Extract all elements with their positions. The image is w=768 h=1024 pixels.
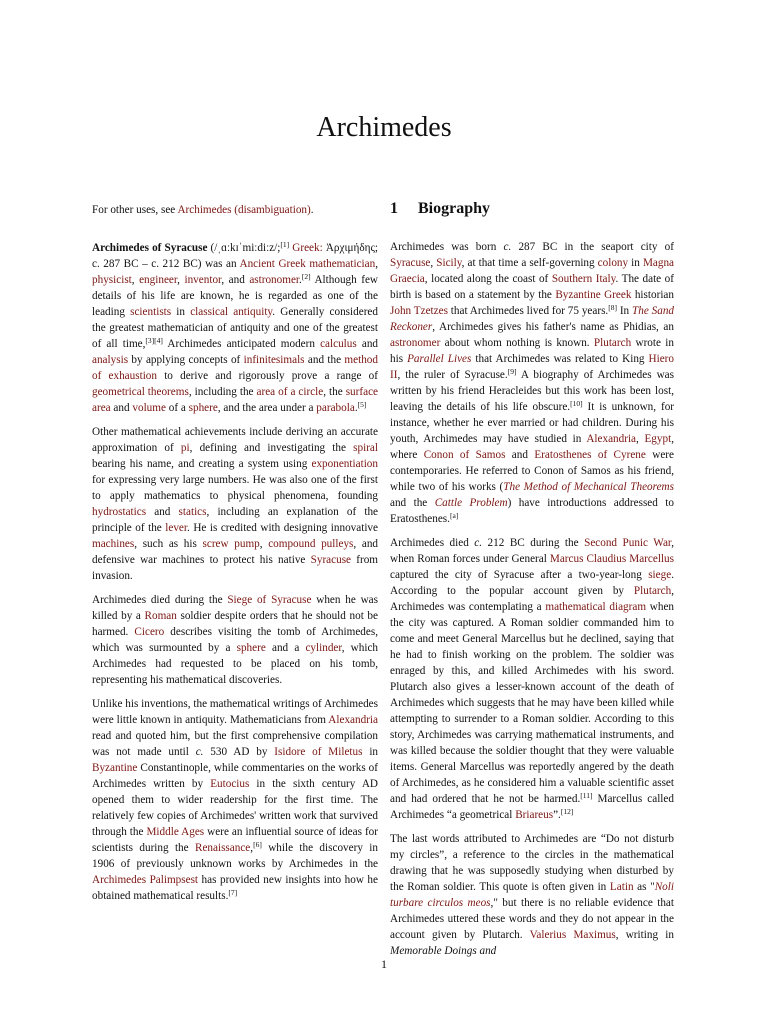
text-run: , — [430, 257, 437, 269]
text-run: , — [259, 538, 269, 550]
citation-ref[interactable]: [6] — [253, 840, 262, 849]
wiki-link[interactable]: Roman — [144, 610, 177, 622]
wiki-link[interactable]: machines — [92, 538, 135, 550]
text-run: describes visiting the tomb of Archimedes, which was surmounted by a — [92, 626, 378, 654]
text-run: , when Roman forces under General — [390, 537, 674, 565]
wiki-link[interactable]: Latin — [609, 881, 634, 893]
intro-paragraph — [92, 240, 378, 416]
text-run: to derive and rigorously prove a range of — [157, 370, 378, 382]
text-run: ," but there is no reliable evidence that Archimedes uttered these words and they do not appear in the account given by Plutarch. — [390, 897, 674, 941]
wiki-link[interactable]: colony — [597, 257, 629, 269]
text-run: Ἀρχιμήδης; c. 287 BC – c. 212 BC) was an — [92, 242, 379, 270]
wiki-link[interactable]: Greek: — [292, 242, 323, 254]
wiki-link[interactable]: Renaissance — [194, 842, 251, 854]
wiki-link[interactable]: Archimedes (disambiguation) — [177, 204, 311, 216]
wiki-link[interactable]: Byzantine Greek — [555, 289, 632, 301]
text-run: , and the area under a — [217, 402, 317, 414]
wiki-link[interactable]: Siege of Syracuse — [227, 594, 312, 606]
text-run: , located along the coast of — [424, 273, 552, 285]
citation-ref[interactable]: [1] — [280, 240, 290, 249]
italic-text: c. — [474, 537, 483, 549]
wiki-link[interactable]: Southern Italy — [551, 273, 616, 285]
text-run: 530 AD by — [203, 746, 275, 758]
text-run: . Generally considered the greatest mathematician of antiquity and one of the greatest of all time, — [92, 306, 378, 350]
hatnote — [92, 202, 378, 218]
wiki-link[interactable]: exponentiation — [311, 458, 378, 470]
citation-ref[interactable]: [12] — [560, 807, 574, 816]
text-run: It is unknown, for instance, whether he ever married or had children. During his youth, Archimedes may have studied in — [390, 401, 675, 445]
wiki-link[interactable]: siege — [648, 569, 672, 581]
text-run: historian — [631, 289, 674, 301]
text-run: , — [250, 842, 254, 854]
wiki-link[interactable]: sphere — [188, 402, 218, 414]
wiki-link[interactable]: Hiero II — [390, 353, 674, 381]
wiki-link[interactable]: mathematician — [309, 258, 376, 270]
citation-ref[interactable]: [11] — [580, 791, 593, 800]
wiki-link[interactable]: cylinder — [305, 642, 342, 654]
text-run: has provided new insights into how he obtained mathematical results. — [92, 874, 378, 902]
text-run: in the sixth century AD opened them to wider readership for the first time. The relatively few copies of Archimedes' written work that survived through the — [92, 778, 378, 838]
wiki-link[interactable]: area of a circle — [256, 386, 324, 398]
biography-paragraph — [390, 239, 674, 527]
citation-ref[interactable]: [2] — [301, 272, 311, 281]
text-run: read and quoted him, but the first comprehensive compilation was not made until — [92, 730, 378, 758]
text-run: , writing in — [615, 929, 674, 941]
text-run: 287 BC in the seaport city of — [511, 241, 674, 253]
wiki-link[interactable]: sphere — [236, 642, 266, 654]
wiki-link[interactable]: engineer — [139, 274, 178, 286]
text-run: , including the — [188, 386, 257, 398]
text-run: in — [362, 746, 379, 758]
text-run: Although few details of his life are known, he is regarded as one of the leading — [92, 274, 379, 318]
death-summary-paragraph — [92, 592, 378, 688]
citation-ref[interactable]: [a] — [449, 511, 459, 520]
text-run: ”. — [553, 809, 561, 821]
legacy-paragraph — [92, 696, 378, 904]
wiki-link[interactable]: volume — [132, 402, 166, 414]
text-run: as " — [633, 881, 655, 893]
text-run: about whom nothing is known. — [440, 337, 594, 349]
text-run: , which Archimedes had requested to be placed on his tomb, representing his mathematical discoveries. — [92, 642, 379, 686]
text-run: captured the city of Syracuse after a two-year-long — [390, 569, 649, 581]
wiki-link[interactable]: inventor — [184, 274, 222, 286]
wiki-link[interactable]: Middle Ages — [146, 826, 205, 838]
section-number: 1 — [390, 200, 398, 217]
text-run: , — [636, 433, 645, 445]
wiki-link[interactable]: Syracuse — [390, 257, 431, 269]
text-run: For other uses, see — [92, 204, 178, 216]
text-run: Constantinople, while commentaries on the works of Archimedes written by — [92, 762, 378, 790]
text-run: Archimedes died during the — [92, 594, 228, 606]
wiki-link[interactable]: geometrical theorems — [92, 386, 189, 398]
wiki-link[interactable]: The Sand Reckoner — [390, 305, 675, 333]
text-run: for expressing very large numbers. He was also one of the first to apply mathematics to physical phenomena, founding — [92, 474, 378, 502]
wiki-link[interactable]: Briareus — [515, 809, 554, 821]
wiki-link[interactable]: Second Punic War — [584, 537, 672, 549]
text-run: , — [131, 274, 140, 286]
text-run: Archimedes was born — [390, 241, 504, 253]
text-run: , Archimedes gives his father's name as Phidias, an — [432, 321, 674, 333]
text-run: were an influential source of ideas for scientists during the — [92, 826, 378, 854]
text-run: when he was killed by a — [92, 594, 378, 622]
wiki-link[interactable]: parabola — [316, 402, 355, 414]
text-run: from invasion. — [92, 554, 378, 582]
text-run: were contemporaries. He referred to Conon of Samos as his friend, while two of his works ( — [390, 449, 674, 493]
text-run: . According to the popular account given by — [390, 569, 674, 597]
text-run: In — [616, 305, 632, 317]
wiki-link[interactable]: compound pulleys — [268, 538, 354, 550]
wiki-link[interactable]: analysis — [92, 354, 129, 366]
page-title: Archimedes — [316, 112, 452, 143]
text-run: in — [628, 257, 643, 269]
section-heading-biography — [390, 197, 674, 221]
text-run: Archimedes died — [390, 537, 475, 549]
text-run: that Archimedes lived for 75 years. — [447, 305, 609, 317]
text-run: . — [310, 204, 314, 216]
citation-ref[interactable]: [8] — [608, 303, 617, 312]
text-run: in — [171, 306, 191, 318]
text-run: wrote in his — [390, 337, 674, 365]
text-run: . He is credited with designing innovative — [187, 522, 378, 534]
italic-text: c. — [503, 241, 512, 253]
wiki-link[interactable]: Ancient Greek — [239, 258, 306, 270]
citation-ref[interactable]: [9] — [507, 367, 517, 376]
wiki-link[interactable]: Magna Graecia — [390, 257, 675, 285]
wiki-link[interactable]: Plutarch — [593, 337, 632, 349]
text-run: , such as his — [134, 538, 203, 550]
wiki-link[interactable]: Noli turbare circulos meos — [390, 881, 674, 909]
wiki-link[interactable]: classical antiquity — [190, 306, 273, 318]
wiki-link[interactable]: astronomer — [390, 337, 441, 349]
text-run: of a — [165, 402, 189, 414]
wiki-link[interactable]: Sicily — [436, 257, 462, 269]
citation-ref[interactable]: [3][4] — [145, 336, 163, 345]
wiki-link[interactable]: Archimedes Palimpsest — [92, 874, 199, 886]
text-run: and a — [265, 642, 306, 654]
text-run: and — [146, 506, 179, 518]
text-run: ) have introductions addressed to Eratosthenes. — [390, 497, 674, 525]
citation-ref[interactable]: [10] — [570, 399, 583, 408]
text-run: Unlike his inventions, the mathematical writings of Archimedes were little known in antiquity. Mathematicians from — [92, 698, 378, 726]
text-run: . — [354, 402, 358, 414]
text-run: while the discovery in 1906 of previously unknown works by Archimedes in the — [92, 842, 378, 870]
right-column — [390, 197, 674, 967]
wiki-link[interactable]: statics — [178, 506, 207, 518]
text-run: soldier despite orders that he should not be harmed. — [92, 610, 378, 638]
wiki-link[interactable]: Valerius Maximus — [529, 929, 616, 941]
wiki-link[interactable]: Eutocius — [210, 778, 250, 790]
page-number: 1 — [381, 957, 387, 971]
wiki-link[interactable]: pi — [180, 442, 190, 454]
text-run: , and defensive war machines to protect his native — [92, 538, 379, 566]
wiki-link[interactable]: Isidore of Miletus — [274, 746, 363, 758]
text-run: and — [356, 338, 379, 350]
wiki-link[interactable]: astronomer — [249, 274, 300, 286]
wiki-link[interactable]: Syracuse — [310, 554, 352, 566]
wiki-link[interactable]: Byzantine — [92, 762, 138, 774]
wiki-link[interactable]: John Tzetzes — [390, 305, 448, 317]
citation-ref[interactable]: [7] — [228, 888, 238, 897]
text-run: , and — [221, 274, 250, 286]
text-run: , at that time a self-governing — [461, 257, 598, 269]
achievements-paragraph — [92, 424, 378, 584]
wiki-link[interactable]: Plutarch — [633, 585, 672, 597]
wiki-link[interactable]: lever — [165, 522, 188, 534]
wiki-link[interactable]: surface area — [92, 386, 378, 414]
italic-text: Memorable Doings and — [390, 945, 497, 957]
wiki-link[interactable]: Cicero — [134, 626, 165, 638]
wiki-link[interactable]: hydrostatics — [92, 506, 147, 518]
last-words-paragraph — [390, 831, 674, 959]
text-run: bearing his name, and creating a system using — [92, 458, 312, 470]
wiki-link[interactable]: screw pump — [202, 538, 260, 550]
text-run: , where — [390, 433, 674, 461]
text-run: Archimedes anticipated modern — [162, 338, 321, 350]
text-run: , — [177, 274, 185, 286]
text-run: , the ruler of Syracuse. — [397, 369, 508, 381]
wiki-link[interactable]: Alexandria — [328, 714, 378, 726]
wiki-link[interactable]: scientists — [130, 306, 172, 318]
text-run: 212 BC during the — [482, 537, 585, 549]
wiki-link[interactable]: Marcus Claudius Marcellus — [549, 553, 674, 565]
left-column — [92, 202, 378, 912]
wiki-link[interactable]: physicist — [92, 274, 132, 286]
wiki-link[interactable]: mathematical diagram — [545, 601, 647, 613]
text-run: Other mathematical achievements include deriving an accurate approximation of — [92, 426, 378, 454]
text-run: and the — [304, 354, 345, 366]
text-run: when the city was captured. A Roman soldier commanded him to come and meet General Marcellus but he declined, saying that he had to finish working on the problem. The soldier was enraged by this, and killed Archimedes with his sword. Plutarch also gives a lesser-known account of the death of Archimedes which suggests that he may have been killed while attempting to surrender to a Roman soldier. According to this story, Archimedes was carrying mathematical instruments, and was killed because the soldier thought that they were valuable items. General Marcellus was reportedly angered by the death of Archimedes, as he considered him a valuable scientific asset and had ordered that he not be harmed. — [390, 601, 675, 805]
wiki-link[interactable]: Egypt — [644, 433, 672, 445]
text-run: and the — [390, 497, 435, 509]
wiki-link[interactable]: The Method of Mechanical Theorems — [503, 481, 674, 493]
text-run: The last words attributed to Archimedes are “Do not disturb my circles”, a reference to the circles in the mathematical drawing that he was supposedly studying when disturbed by the Roman soldier. This quote is often given in — [390, 833, 674, 893]
wiki-link[interactable]: spiral — [353, 442, 378, 454]
text-run: . The date of birth is based on a statement by the — [390, 273, 674, 301]
text-run: , including an explanation of the principle of the — [92, 506, 379, 534]
text-run: A biography of Archimedes was written by his friend Heracleides but this work has been lost, leaving the details of his life obscure. — [390, 369, 675, 413]
bold-text: Archimedes of Syracuse — [92, 242, 208, 254]
text-run: , Archimedes was contemplating a — [390, 585, 674, 613]
text-run: and — [110, 402, 133, 414]
text-run: . — [299, 274, 302, 286]
text-run: that Archimedes was related to King — [471, 353, 649, 365]
text-run: Marcellus called Archimedes “a geometrical — [390, 793, 674, 821]
text-run: (/ˌɑːkɪˈmiːdiːz/; — [207, 242, 281, 254]
citation-ref[interactable]: [5] — [357, 400, 367, 409]
text-run: , the — [323, 386, 346, 398]
text-run: and — [505, 449, 535, 461]
text-run: by applying concepts of — [128, 354, 244, 366]
wiki-link[interactable]: Conon of Samos — [423, 449, 506, 461]
section-title: Biography — [418, 200, 491, 217]
wiki-link[interactable]: Eratosthenes of Cyrene — [534, 449, 646, 461]
wiki-link[interactable]: method of exhaustion — [92, 354, 378, 382]
wiki-link[interactable]: infinitesimals — [243, 354, 305, 366]
wiki-link[interactable]: Alexandria — [586, 433, 637, 445]
italic-text: c. — [195, 746, 204, 758]
wiki-link[interactable]: calculus — [320, 338, 357, 350]
wiki-link[interactable]: Parallel Lives — [407, 353, 472, 365]
death-paragraph — [390, 535, 674, 823]
wiki-link[interactable]: Cattle Problem — [434, 497, 508, 509]
text-run: , defining and investigating the — [189, 442, 354, 454]
text-run: , — [375, 258, 378, 270]
